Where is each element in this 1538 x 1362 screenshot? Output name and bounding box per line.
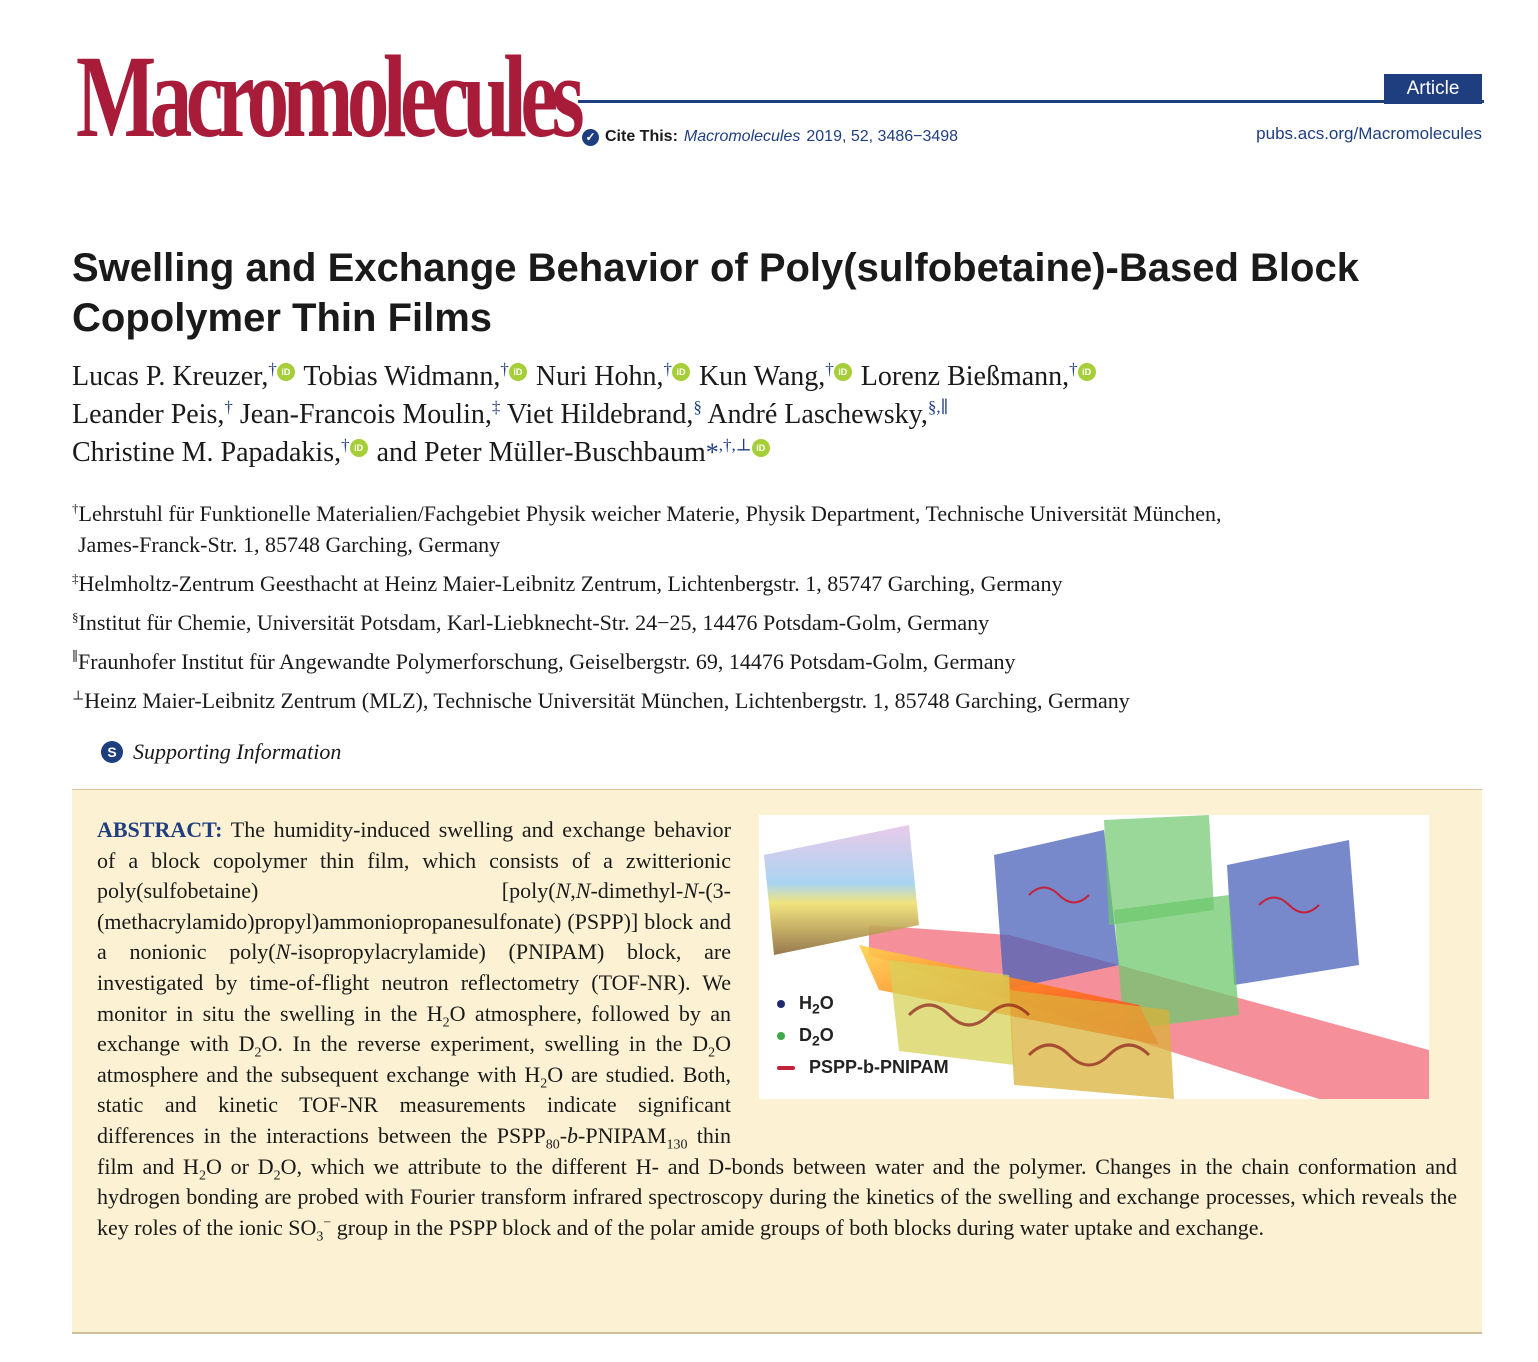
affiliation-text-continued: James-Franck-Str. 1, 85748 Garching, Germany [78,532,501,557]
orcid-icon[interactable]: iD [277,363,295,381]
legend-polymer: PSPP-b-PNIPAM [777,1051,949,1083]
author[interactable] [861,361,1098,392]
author-name: Viet Hildebrand, [506,399,694,430]
affiliation-marker: ⊥ [72,687,85,703]
supporting-information-link[interactable] [101,739,341,765]
orcid-icon[interactable]: iD [1078,363,1096,381]
cite-details: 2019, 52, 3486−3498 [806,128,959,145]
affiliation-text: Heinz Maier-Leibnitz Zentrum (MLZ), Technische Universität München, Lichtenbergstr. 1, 85748 Garching, Germany [84,688,1130,713]
affiliation-mark: ,†,⊥ [718,435,752,455]
cite-label: Cite This: [605,128,678,145]
author[interactable] [72,437,370,468]
author-list [72,358,1492,472]
cite-this[interactable] [582,128,958,146]
article-title: Swelling and Exchange Behavior of Poly(sulfobetaine)-Based Block Copolymer Thin Films [72,246,1359,340]
author-corresponding[interactable] [377,437,772,468]
affiliation-mark: ‡ [491,397,501,417]
corresponding-author-mark[interactable]: * [705,438,719,467]
toc-graphic-canvas [759,815,1429,1099]
journal-logo: Macromolecules [76,31,579,162]
author-name: Lucas P. Kreuzer, [72,361,269,392]
author[interactable] [72,399,233,430]
affiliation-mark: † [268,359,277,379]
author-name: Nuri Hohn, [535,361,664,392]
article-type-badge: Article [1384,74,1482,104]
affiliation-mark: §,∥ [927,397,949,417]
author-name: Leander Peis, [72,399,225,430]
polymer-line-icon [777,1066,795,1070]
h2o-dot-icon [777,1000,785,1008]
author-name: Christine M. Papadakis, [72,437,342,468]
author[interactable] [72,361,297,392]
affiliation-marker: † [72,500,79,516]
affiliation-text: Lehrstuhl für Funktionelle Materialien/Fachgebiet Physik weicher Materie, Physik Department, Technische Universität München, [78,501,1222,526]
affiliation [72,568,1492,599]
orcid-icon[interactable]: iD [672,363,690,381]
affiliation [72,685,1492,716]
affiliation-marker: ‡ [72,570,79,586]
author[interactable] [507,399,702,430]
author-name: Jean-Francois Moulin, [239,399,492,430]
author-name: Lorenz Bießmann, [860,361,1070,392]
author-name: and Peter Müller-Buschbaum [376,437,706,468]
affiliation-text: Institut für Chemie, Universität Potsdam, Karl-Liebknecht-Str. 24−25, 14476 Potsdam-Golm, Germany [78,610,990,635]
box-blue-1 [994,830,1119,990]
toc-graphic [759,815,1457,1115]
d2o-dot-icon [777,1032,785,1040]
affiliation-mark: † [341,435,350,455]
orcid-icon[interactable]: iD [509,363,527,381]
author-name: André Laschewsky, [707,399,928,430]
box-blue-2 [1227,840,1359,985]
affiliation-mark: § [693,397,702,417]
affiliation-mark: † [663,359,672,379]
header-rule [578,100,1484,103]
author[interactable] [699,361,854,392]
affiliation-text: Fraunhofer Institut für Angewandte Polymerforschung, Geiselbergstr. 69, 14476 Potsdam-Golm, Germany [78,649,1016,674]
author[interactable] [303,361,529,392]
orcid-icon[interactable]: iD [350,439,368,457]
affiliation [72,498,1492,560]
check-icon: ✓ [582,129,599,146]
legend-h2o: $H_2O$ [777,987,949,1019]
affiliation-mark: † [825,359,834,379]
toc-legend [777,987,949,1083]
supporting-info-label: Supporting Information [133,739,342,764]
author-name: Kun Wang, [698,361,826,392]
affiliation-marker: ∥ [72,648,79,664]
author[interactable] [240,399,500,430]
author-name: Tobias Widmann, [303,361,501,392]
supporting-info-icon: S [101,741,123,763]
orcid-icon[interactable]: iD [752,439,770,457]
orcid-icon[interactable]: iD [834,363,852,381]
affiliation [72,607,1492,638]
journal-url-link[interactable]: pubs.acs.org/Macromolecules [1256,124,1482,143]
affiliation-text: Helmholtz-Zentrum Geesthacht at Heinz Maier-Leibnitz Zentrum, Lichtenbergstr. 1, 85747 Garching, Germany [78,571,1063,596]
affiliation-mark: † [1069,359,1078,379]
legend-d2o: $D_2O$ [777,1019,949,1051]
affiliation-mark: † [500,359,509,379]
affiliation-mark: † [224,397,233,417]
affiliation-list [72,498,1492,724]
affiliation-marker: § [72,609,79,625]
abstract-label: ABSTRACT: [97,817,223,842]
author[interactable] [536,361,692,392]
affiliation [72,646,1492,677]
author[interactable] [707,399,948,430]
abstract: $H_2O$ $D_2O$ PSPP-b-PNIPAM ABSTRACT: The humidity-induced swelling and exchange behavior of a block copolymer thin film, which consists of a zwitterionic poly(sulfobetaine) [poly(N,N-dimethyl-N-(3-(methacrylamido)propyl)ammoniopropanesulfonate) (PSPP)] block and a nonionic poly(N-isopropylacrylamide) (PNIPAM) block, are investigated by time-of-flight neutron reflectometry (TOF-NR). We monitor in situ the swelling in the $H_2O$ atmosphere, followed by an exchange with $D_2O$. In the reverse experiment, swelling in the $D_2O$ atmosphere and the subsequent exchange with $H_2O$ are studied. Both, static and kinetic TOF-NR measurements indicate significant differences in the interactions between the $PSPP_{80}-b-PNIPAM_{130}$ thin film and $H_2O$ or $D_2O$, which we attribute to the different H- and D-bonds between water and the polymer. Changes in the chain conformation and hydrogen bonding are probed with Fourier transform infrared spectroscopy during the kinetics of the swelling and exchange processes, which reveals the key roles of the ionic $SO_3^-$ group in the PSPP block and of the polar amide groups of both blocks during water uptake and exchange. [97,817,1457,1245]
cite-journal[interactable]: Macromolecules [683,128,801,145]
